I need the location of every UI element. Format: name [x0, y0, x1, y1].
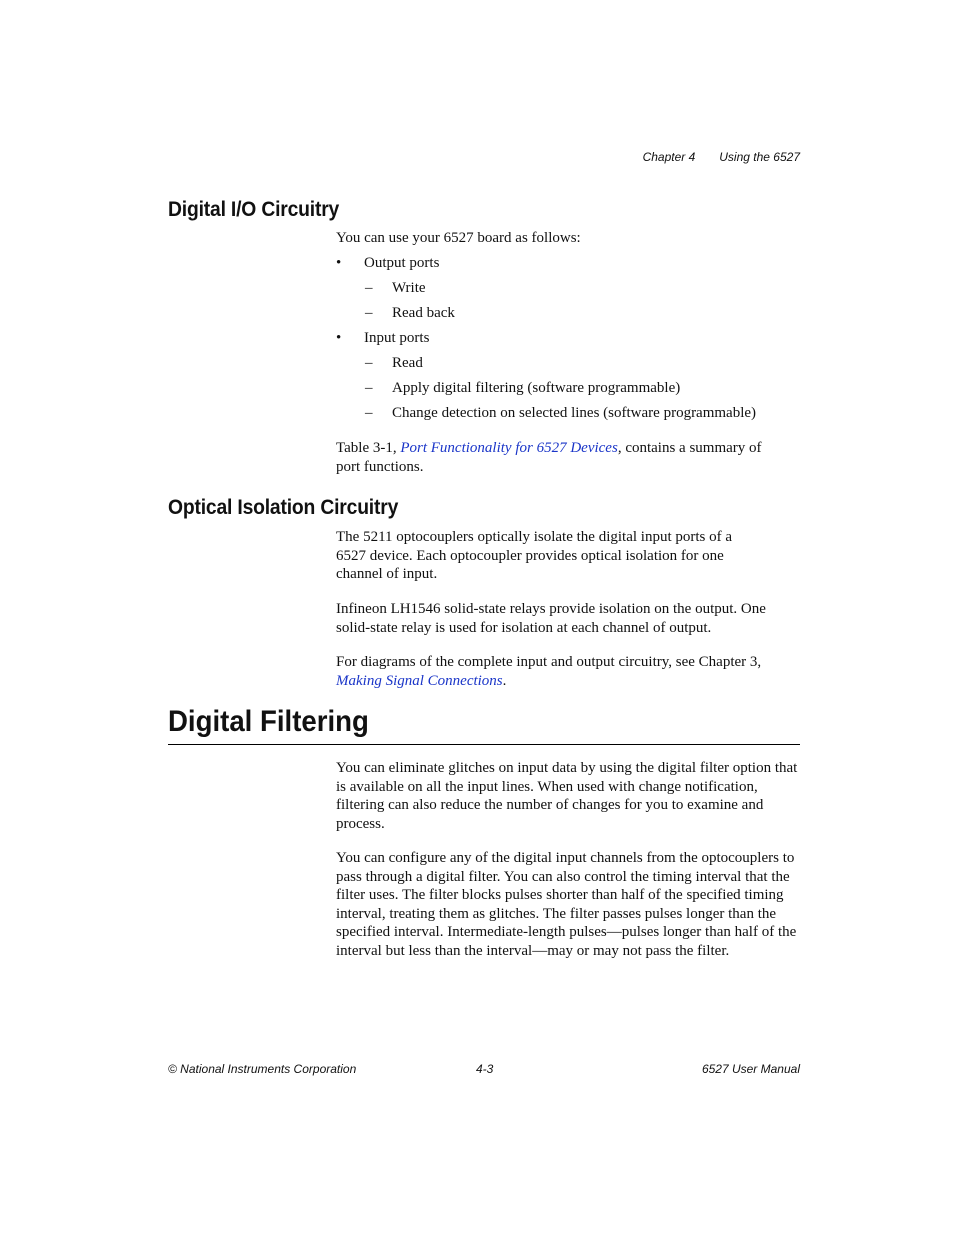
dash-symbol: –: [365, 405, 373, 421]
list-item-output-ports: Output ports: [364, 255, 440, 271]
list-subitem-change-detection: Change detection on selected lines (software programmable): [392, 405, 757, 421]
heading-optical-isolation-circuitry: Optical Isolation Circuitry: [168, 496, 399, 519]
optical-para-1: The 5211 optocouplers optically isolate the digital input ports of a 6527 device. Each optocoupler provides optical isolation for one channel of input.: [336, 529, 733, 583]
heading-rule: [168, 744, 800, 745]
optical-para-3-before: For diagrams of the complete input and output circuitry, see Chapter 3,: [336, 654, 762, 670]
dash-symbol: –: [365, 380, 373, 396]
heading-digital-io-circuitry: Digital I/O Circuitry: [168, 198, 340, 221]
footer-copyright: © National Instruments Corporation: [168, 1062, 357, 1076]
footer-page-number: 4-3: [476, 1062, 494, 1076]
list-subitem-read-back: Read back: [392, 305, 455, 321]
list-subitem-digital-filtering: Apply digital filtering (software programmable): [392, 380, 681, 396]
table-ref-before: Table 3-1,: [336, 440, 401, 456]
table-ref-after: , contains a summary of port functions.: [336, 440, 762, 475]
bullet-symbol: •: [336, 255, 342, 271]
list-item-input-ports: Input ports: [364, 330, 430, 346]
section1-intro: You can use your 6527 board as follows:: [336, 230, 581, 246]
header-chapter: Chapter 4: [642, 150, 696, 164]
table-reference-paragraph: [336, 439, 786, 476]
dash-symbol: –: [365, 280, 373, 296]
dash-symbol: –: [365, 305, 373, 321]
list-subitem-write: Write: [392, 280, 426, 296]
filtering-para-1: You can eliminate glitches on input data by using the digital filter option that is available on all the input lines. When used with change notification, filtering can also reduce the number of changes for you to examine and process.: [336, 760, 798, 832]
optical-para-2: Infineon LH1546 solid-state relays provide isolation on the output. One solid-state relay is used for isolation at each channel of output.: [336, 601, 766, 636]
filtering-para-2: You can configure any of the digital input channels from the optocouplers to pass through a digital filter. You can also control the timing interval that the filter uses. The filter blocks pulses shorter than half of the specified timing interval, treating them as glitches. The filter passes pulses longer than the specified interval. Intermediate-length pulses—pulses longer than half of the interval but less than the interval—may or may not pass the filter.: [336, 850, 797, 959]
optical-para-3: [336, 653, 786, 690]
list-subitem-read: Read: [392, 355, 423, 371]
footer-manual-title: 6527 User Manual: [701, 1062, 800, 1076]
link-port-functionality[interactable]: Port Functionality for 6527 Devices: [400, 440, 618, 456]
dash-symbol: –: [365, 355, 373, 371]
heading-digital-filtering: Digital Filtering: [168, 705, 369, 738]
header-title: Using the 6527: [719, 150, 800, 164]
link-making-signal-connections[interactable]: Making Signal Connections: [336, 672, 503, 689]
optical-para-3-after: .: [502, 672, 507, 689]
running-header: [643, 150, 800, 164]
bullet-symbol: •: [336, 330, 342, 346]
